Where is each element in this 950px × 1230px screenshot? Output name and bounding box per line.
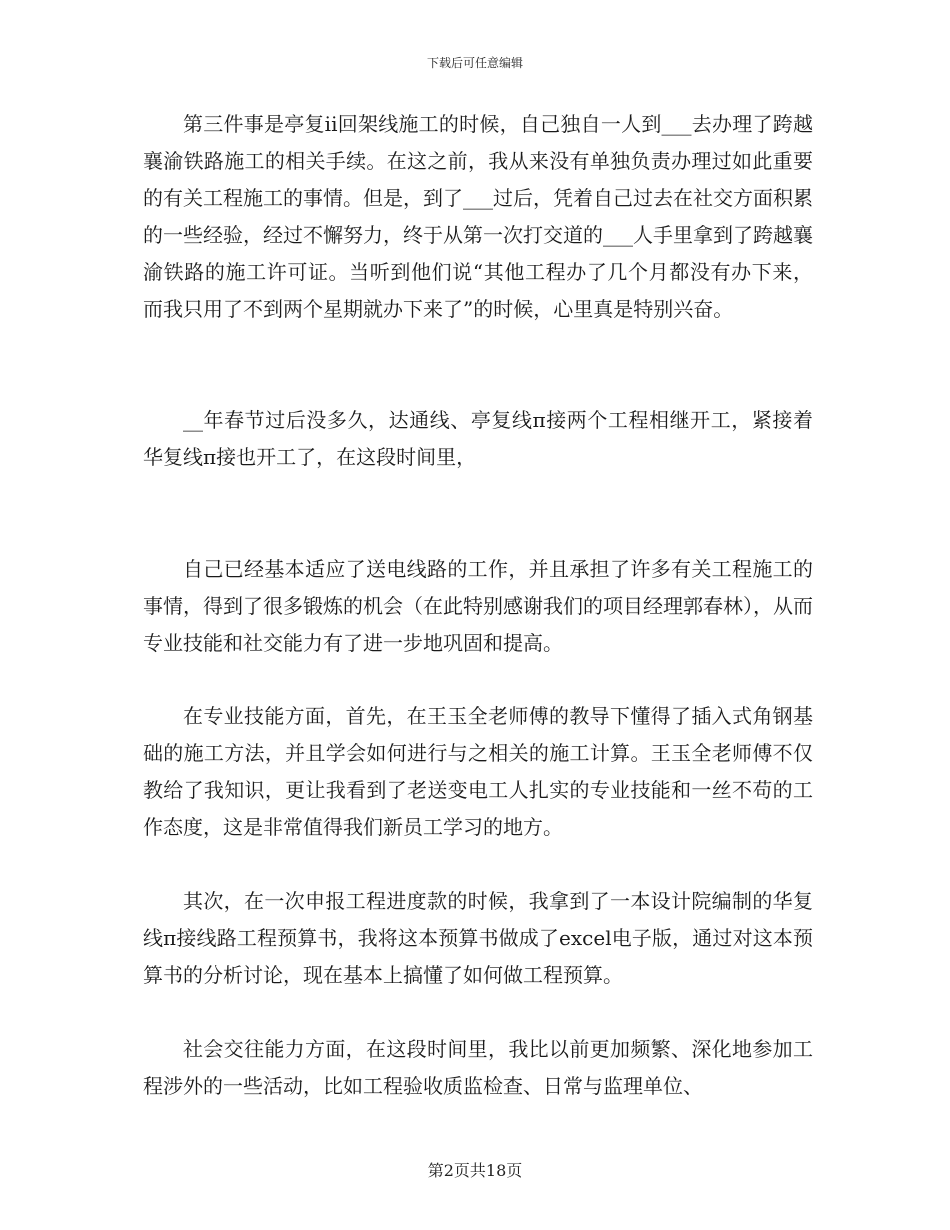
paragraph: 第三件事是亭复ii回架线施工的时候，自己独自一人到___去办理了跨越襄渝铁路施工的相关手续。在这之前，我从来没有单独负责办理过如此重要的有关工程施工的事情。但是，到了___过后，凭着自己过去在社交方面积累的一些经验，经过不懈努力，终于从第一次打交道的___人手里拿到了跨越襄渝铁路的施工许可证。当听到他们说“其他工程办了几个月都没有办下来，而我只用了不到两个星期就办下来了”的时候，心里真是特别兴奋。	[143, 112, 813, 321]
page-header: 下载后可任意编辑	[426, 56, 523, 70]
paragraph: 社会交往能力方面，在这段时间里，我比以前更加频繁、深化地参加工程涉外的一些活动，比如工程验收质监检查、日常与监理单位、	[143, 1037, 813, 1098]
page-number: 第2页共18页	[427, 1161, 523, 1180]
paragraph: 其次，在一次申报工程进度款的时候，我拿到了一本设计院编制的华复线π接线路工程预算书，我将这本预算书做成了excel电子版，通过对这本预算书的分析讨论，现在基本上搞懂了如何做工程预算。	[143, 889, 813, 987]
paragraph: 自己已经基本适应了送电线路的工作，并且承担了许多有关工程施工的事情，得到了很多锻炼的机会（在此特别感谢我们的项目经理郭春林），从而专业技能和社交能力有了进一步地巩固和提高。	[143, 557, 813, 655]
paragraph: 在专业技能方面，首先，在王玉全老师傅的教导下懂得了插入式角钢基础的施工方法，并且学会如何进行与之相关的施工计算。王玉全老师傅不仅教给了我知识，更让我看到了老送变电工人扎实的专业技能和一丝不苟的工作态度，这是非常值得我们新员工学习的地方。	[143, 704, 813, 839]
paragraph: __年春节过后没多久，达通线、亭复线π接两个工程相继开工，紧接着华复线π接也开工了，在这段时间里，	[143, 408, 813, 469]
